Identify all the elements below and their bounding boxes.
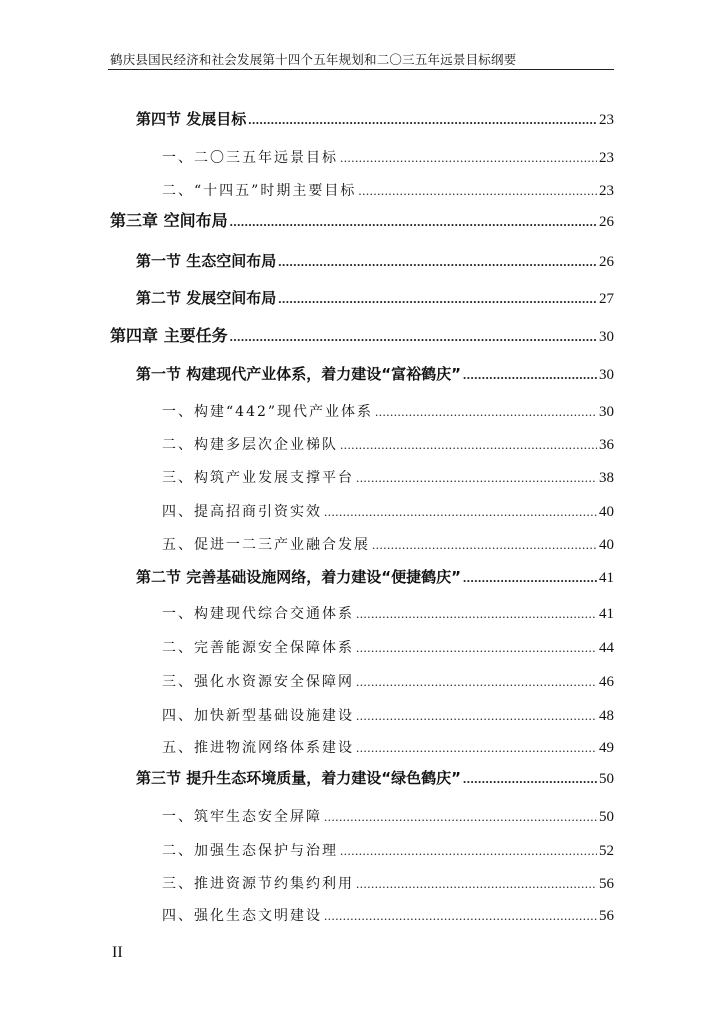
toc-entry-label: 四、强化生态文明建设 xyxy=(162,908,322,924)
toc-entry[interactable] xyxy=(136,767,614,789)
toc-entry-label: 第一节 生态空间布局 xyxy=(136,252,277,270)
toc-leader-dots xyxy=(340,147,597,169)
toc-entry-label: 四、加快新型基础设施建设 xyxy=(162,708,354,724)
toc-entry[interactable] xyxy=(110,325,614,347)
toc-leader-dots xyxy=(356,737,597,759)
toc-leader-dots xyxy=(278,251,597,273)
toc-entry[interactable] xyxy=(136,108,614,130)
toc-entry-page: 50 xyxy=(599,771,614,787)
toc-entry-label: 三、构筑产业发展支撑平台 xyxy=(162,470,354,486)
toc-entry[interactable] xyxy=(162,840,614,862)
toc-leader-dots xyxy=(356,467,597,489)
toc-entry-label: 五、推进物流网络体系建设 xyxy=(162,740,354,756)
toc-entry-page: 41 xyxy=(599,570,614,586)
toc-leader-dots xyxy=(372,534,597,556)
toc-leader-dots xyxy=(278,288,597,310)
toc-entry[interactable] xyxy=(162,873,614,895)
toc-entry-page: 23 xyxy=(599,112,614,128)
toc-entry[interactable] xyxy=(162,905,614,927)
toc-entry-label: 三、推进资源节约集约利用 xyxy=(162,876,354,892)
toc-entry-page: 30 xyxy=(599,329,614,345)
toc-entry-page: 40 xyxy=(599,504,614,520)
toc-entry[interactable] xyxy=(136,287,614,309)
toc-entry-page: 49 xyxy=(599,740,614,756)
toc-entry[interactable] xyxy=(162,705,614,727)
toc-leader-dots xyxy=(356,873,597,895)
toc-leader-dots xyxy=(340,840,597,862)
toc-leader-dots xyxy=(463,567,597,589)
toc-leader-dots xyxy=(356,671,597,693)
toc-entry-page: 40 xyxy=(599,537,614,553)
running-header: 鹤庆县国民经济和社会发展第十四个五年规划和二〇三五年远景目标纲要 xyxy=(110,52,517,67)
toc-entry-page: 26 xyxy=(599,214,614,230)
toc-entry-label: 二、“十四五”时期主要目标 xyxy=(162,183,357,199)
toc-leader-dots xyxy=(324,501,597,523)
toc-entry-page: 23 xyxy=(599,183,614,199)
toc-entry-label: 三、强化水资源安全保障网 xyxy=(162,674,354,690)
toc-entry-page: 56 xyxy=(599,876,614,892)
toc-entry-page: 26 xyxy=(599,254,614,270)
toc-leader-dots xyxy=(324,905,597,927)
toc-entry[interactable] xyxy=(162,737,614,759)
toc-leader-dots xyxy=(358,180,597,202)
toc-entry[interactable] xyxy=(162,637,614,659)
toc-entry-page: 46 xyxy=(599,674,614,690)
toc-entry[interactable] xyxy=(162,180,614,202)
toc-entry-label: 第四节 发展目标 xyxy=(136,110,247,128)
toc-entry-label: 第二节 完善基础设施网络，着力建设“便捷鹤庆” xyxy=(136,568,461,586)
toc-leader-dots xyxy=(230,326,597,348)
toc-leader-dots xyxy=(356,705,597,727)
toc-entry-page: 27 xyxy=(599,291,614,307)
toc-entry[interactable] xyxy=(162,603,614,625)
toc-entry[interactable] xyxy=(162,401,614,423)
toc-entry-label: 一、二〇三五年远景目标 xyxy=(162,150,338,166)
toc-entry-page: 56 xyxy=(599,908,614,924)
toc-entry[interactable] xyxy=(162,434,614,456)
toc-leader-dots xyxy=(356,603,597,625)
toc-entry-label: 五、促进一二三产业融合发展 xyxy=(162,537,370,553)
toc-entry-label: 二、构建多层次企业梯队 xyxy=(162,437,338,453)
toc-entry-page: 38 xyxy=(599,470,614,486)
toc-entry-label: 一、筑牢生态安全屏障 xyxy=(162,809,322,825)
toc-entry-page: 48 xyxy=(599,708,614,724)
toc-entry[interactable] xyxy=(162,501,614,523)
toc-entry[interactable] xyxy=(136,566,614,588)
toc-entry[interactable] xyxy=(162,671,614,693)
toc-leader-dots xyxy=(324,806,597,828)
toc-leader-dots xyxy=(230,211,597,233)
toc-leader-dots xyxy=(248,109,597,131)
toc-entry[interactable] xyxy=(162,806,614,828)
toc-leader-dots xyxy=(356,637,597,659)
footer-page-number: II xyxy=(112,944,123,961)
toc-entry-page: 41 xyxy=(599,606,614,622)
toc-entry-page: 50 xyxy=(599,809,614,825)
toc-leader-dots xyxy=(375,401,597,423)
toc-entry-label: 四、提高招商引资实效 xyxy=(162,504,322,520)
toc-entry-page: 52 xyxy=(599,843,614,859)
toc-entry[interactable] xyxy=(162,534,614,556)
toc-entry-page: 30 xyxy=(599,404,614,420)
toc-entry[interactable] xyxy=(136,363,614,385)
toc-entry[interactable] xyxy=(136,250,614,272)
toc-leader-dots xyxy=(340,434,597,456)
toc-entry-label: 第二节 发展空间布局 xyxy=(136,289,277,307)
toc-entry-label: 第三节 提升生态环境质量，着力建设“绿色鹤庆” xyxy=(136,769,461,787)
toc-entry-label: 二、加强生态保护与治理 xyxy=(162,843,338,859)
toc-entry-page: 36 xyxy=(599,437,614,453)
toc-entry[interactable] xyxy=(110,210,614,232)
toc-entry-label: 第三章 空间布局 xyxy=(110,211,228,230)
toc-entry-page: 23 xyxy=(599,150,614,166)
toc-entry-label: 第四章 主要任务 xyxy=(110,326,228,345)
toc-entry-label: 二、完善能源安全保障体系 xyxy=(162,640,354,656)
toc-leader-dots xyxy=(463,364,597,386)
toc-entry-page: 30 xyxy=(599,367,614,383)
toc-entry-label: 第一节 构建现代产业体系，着力建设“富裕鹤庆” xyxy=(136,365,461,383)
toc-entry[interactable] xyxy=(162,467,614,489)
toc-entry-page: 44 xyxy=(599,640,614,656)
toc-leader-dots xyxy=(463,768,597,790)
toc-entry-label: 一、构建现代综合交通体系 xyxy=(162,606,354,622)
toc-entry-label: 一、构建“442”现代产业体系 xyxy=(162,404,374,420)
toc-entry[interactable] xyxy=(162,147,614,169)
